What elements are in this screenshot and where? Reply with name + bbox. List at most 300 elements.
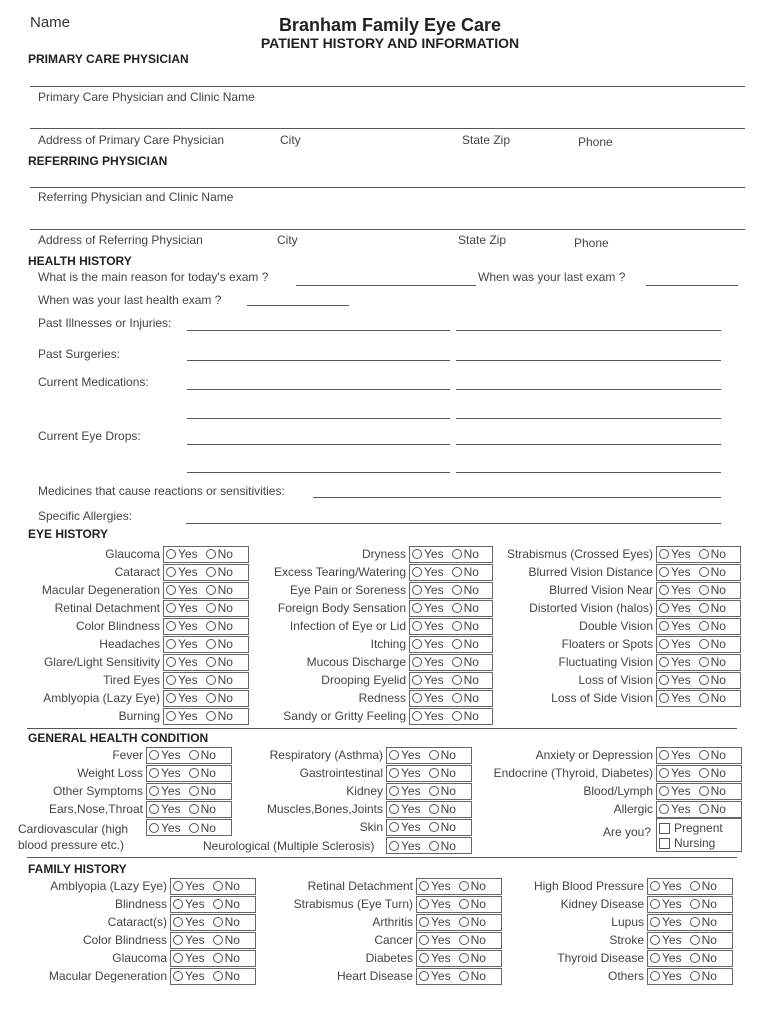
referring-city-label: City [277,233,298,247]
yes-option[interactable]: Yes [419,933,451,947]
yes-option[interactable]: Yes [412,583,444,597]
general-question-label: Ears,Nose,Throat [48,802,143,816]
eye-question-label: Floaters or Spots [561,637,653,651]
family-row-high-blood-pressure [500,877,733,895]
yes-option[interactable]: Yes [412,709,444,723]
yes-option[interactable]: Yes [419,969,451,983]
radio-circle-icon [206,639,216,649]
eye-question-label: Distorted Vision (halos) [529,601,653,615]
family-question-label: Diabetes [365,951,413,965]
no-option[interactable]: No [206,583,233,597]
pregnancy-box [656,818,742,852]
eye-row-headaches [10,635,249,653]
radio-circle-icon [659,768,669,778]
no-option[interactable]: No [213,969,240,983]
general-question-label: Allergic [613,802,653,816]
main-reason-line[interactable] [296,285,476,286]
yes-option[interactable]: Yes [659,766,691,780]
no-option[interactable]: No [452,637,479,651]
eye-drops-line-2[interactable] [456,444,721,445]
yes-no-box [170,950,256,967]
no-option[interactable]: No [452,583,479,597]
general-row-weight-loss [10,764,232,782]
radio-circle-icon [459,953,469,963]
no-option[interactable]: No [452,709,479,723]
eye-question-label: Eye Pain or Soreness [289,583,406,597]
no-option[interactable]: No [206,709,233,723]
radio-circle-icon [166,693,176,703]
no-option[interactable]: No [459,951,486,965]
no-option[interactable]: No [690,933,717,947]
yes-option[interactable]: Yes [149,766,181,780]
yes-option[interactable]: Yes [412,637,444,651]
no-option[interactable]: No [699,547,726,561]
eye-row-fluctuating-vision [480,653,741,671]
cardio-label-line2: blood pressure etc.) [18,838,125,852]
yes-option[interactable]: Yes [166,583,198,597]
radio-circle-icon [650,881,660,891]
medications-line-3[interactable] [187,418,450,419]
yes-option[interactable]: Yes [419,879,451,893]
radio-circle-icon [419,917,429,927]
radio-circle-icon [419,971,429,981]
yes-option[interactable]: Yes [173,933,205,947]
yes-option[interactable]: Yes [149,784,181,798]
general-row-respiratory-asthma [240,746,472,764]
no-option[interactable]: No [459,897,486,911]
no-option[interactable]: No [206,673,233,687]
yes-no-box [146,747,232,764]
last-health-exam-line[interactable] [247,305,349,306]
no-option[interactable]: No [213,879,240,893]
yes-no-box [656,564,741,581]
yes-option[interactable]: Yes [173,915,205,929]
yes-option[interactable]: Yes [659,802,691,816]
no-option[interactable]: No [213,951,240,965]
no-option[interactable]: No [189,766,216,780]
radio-circle-icon [213,971,223,981]
yes-option[interactable]: Yes [166,655,198,669]
radio-circle-icon [429,786,439,796]
no-option[interactable]: No [429,784,456,798]
no-option[interactable]: No [206,691,233,705]
no-option[interactable]: No [699,784,726,798]
yes-no-box [163,546,249,563]
general-question-label: Muscles,Bones,Joints [266,802,383,816]
eye-question-label: Color Blindness [75,619,160,633]
yes-no-box [656,546,741,563]
radio-circle-icon [149,823,159,833]
no-option[interactable]: No [206,565,233,579]
practice-name: Branham Family Eye Care [278,15,502,35]
surgeries-line-1[interactable] [187,360,450,361]
yes-option[interactable]: Yes [166,673,198,687]
yes-option[interactable]: Yes [149,802,181,816]
radio-circle-icon [213,953,223,963]
yes-option[interactable]: Yes [412,655,444,669]
yes-option[interactable]: Yes [412,547,444,561]
yes-no-box [647,968,733,985]
yes-option[interactable]: Yes [419,897,451,911]
no-option[interactable]: No [690,915,717,929]
radio-circle-icon [412,639,422,649]
radio-circle-icon [659,639,669,649]
no-option[interactable]: No [429,802,456,816]
radio-circle-icon [699,768,709,778]
eye-row-excess-tearing-watering [240,563,493,581]
yes-option[interactable]: Yes [412,673,444,687]
no-option[interactable]: No [452,565,479,579]
general-row-fever [10,746,232,764]
radio-circle-icon [650,971,660,981]
no-option[interactable]: No [459,933,486,947]
no-option[interactable]: No [189,802,216,816]
yes-no-box [146,765,232,782]
referring-physician-line[interactable] [30,187,745,188]
no-option[interactable]: No [189,821,216,835]
no-option[interactable]: No [699,802,726,816]
no-option[interactable]: No [452,655,479,669]
radio-circle-icon [206,585,216,595]
eye-history-divider [27,728,737,729]
family-question-label: Macular Degeneration [48,969,167,983]
yes-option[interactable]: Yes [650,897,682,911]
eye-question-label: Loss of Vision [578,673,653,687]
radio-circle-icon [206,621,216,631]
yes-option[interactable]: Yes [166,637,198,651]
eye-question-label: Blurred Vision Distance [528,565,653,579]
primary-state-zip-label: State Zip [462,133,511,147]
yes-option[interactable]: Yes [659,565,691,579]
yes-no-box [647,896,733,913]
radio-circle-icon [206,675,216,685]
no-option[interactable]: No [189,784,216,798]
family-question-label: Others [607,969,644,983]
referring-address-line[interactable] [30,229,745,230]
reactions-line[interactable] [313,497,721,498]
no-option[interactable]: No [452,547,479,561]
yes-option[interactable]: Yes [149,748,181,762]
no-option[interactable]: No [189,748,216,762]
yes-option[interactable]: Yes [659,601,691,615]
eye-drops-label: Current Eye Drops: [38,429,141,443]
radio-circle-icon [452,639,462,649]
radio-circle-icon [429,750,439,760]
eye-row-itching [240,635,493,653]
eye-question-label: Fluctuating Vision [558,655,653,669]
no-option[interactable]: No [206,655,233,669]
no-option[interactable]: No [429,766,456,780]
allergies-line[interactable] [186,523,721,524]
no-option[interactable]: No [699,748,726,762]
medications-line-2[interactable] [456,389,721,390]
yes-option[interactable]: Yes [650,915,682,929]
yes-option[interactable]: Yes [650,933,682,947]
radio-circle-icon [412,585,422,595]
health-history-section-title: HEALTH HISTORY [28,254,132,268]
family-row-arthritis [260,913,502,931]
radio-circle-icon [389,768,399,778]
cardio-yes-no [146,819,232,836]
radio-circle-icon [419,953,429,963]
medications-line-4[interactable] [456,418,721,419]
yes-no-box [170,914,256,931]
radio-circle-icon [166,639,176,649]
yes-option[interactable]: Yes [389,748,421,762]
no-option[interactable]: No [429,748,456,762]
family-row-cancer [260,931,502,949]
eye-row-retinal-detachment [10,599,249,617]
no-option[interactable]: No [452,691,479,705]
no-option[interactable]: No [699,691,726,705]
radio-circle-icon [166,603,176,613]
yes-option[interactable]: Yes [412,601,444,615]
yes-no-box [656,636,741,653]
radio-circle-icon [699,639,709,649]
yes-no-box [409,708,493,725]
yes-option[interactable]: Yes [166,691,198,705]
family-question-label: Color Blindness [82,933,167,947]
yes-option[interactable]: Yes [389,820,421,834]
eye-drops-line-3[interactable] [187,472,450,473]
eye-question-label: Infection of Eye or Lid [289,619,406,633]
family-question-label: Amblyopia (Lazy Eye) [50,879,167,893]
family-row-strabismus-eye-turn [260,895,502,913]
yes-no-box [163,618,249,635]
yes-option[interactable]: Yes [659,784,691,798]
radio-circle-icon [659,786,669,796]
yes-option[interactable]: Yes [149,821,181,835]
yes-no-box [416,968,502,985]
primary-address-line[interactable] [30,128,745,129]
family-question-label: Arthritis [372,915,413,929]
general-row-kidney [240,782,472,800]
no-option[interactable]: No [206,619,233,633]
eye-drops-line-4[interactable] [456,472,721,473]
eye-question-label: Excess Tearing/Watering [273,565,406,579]
yes-option[interactable]: Yes [173,951,205,965]
family-row-kidney-disease [500,895,733,913]
no-option[interactable]: No [690,951,717,965]
radio-circle-icon [166,585,176,595]
family-row-others [500,967,733,985]
family-question-label: Strabismus (Eye Turn) [293,897,413,911]
yes-option[interactable]: Yes [166,601,198,615]
general-health-section-title: GENERAL HEALTH CONDITION [28,731,209,745]
surgeries-line-2[interactable] [456,360,721,361]
yes-option[interactable]: Yes [173,969,205,983]
primary-address-label: Address of Primary Care Physician [38,133,225,147]
yes-no-box [146,783,232,800]
radio-circle-icon [206,567,216,577]
radio-circle-icon [650,935,660,945]
eye-question-label: Amblyopia (Lazy Eye) [43,691,160,705]
eye-row-drooping-eyelid [240,671,493,689]
no-option[interactable]: No [699,766,726,780]
radio-circle-icon [173,971,183,981]
no-option[interactable]: No [690,897,717,911]
radio-circle-icon [166,621,176,631]
radio-circle-icon [659,804,669,814]
general-row-ears-nose-throat [10,800,232,818]
radio-circle-icon [389,786,399,796]
yes-option[interactable]: Yes [659,619,691,633]
no-option[interactable]: No [690,969,717,983]
family-row-retinal-detachment [260,877,502,895]
no-option[interactable]: No [699,601,726,615]
radio-circle-icon [699,621,709,631]
eye-row-floaters-or-spots [480,635,741,653]
no-option[interactable]: No [452,619,479,633]
radio-circle-icon [419,881,429,891]
eye-row-glare-light-sensitivity [10,653,249,671]
no-option[interactable]: No [206,601,233,615]
family-row-macular-degeneration [10,967,256,985]
radio-circle-icon [419,899,429,909]
no-option[interactable]: No [699,583,726,597]
eye-drops-line-1[interactable] [187,444,450,445]
radio-circle-icon [659,549,669,559]
yes-option[interactable]: Yes [419,951,451,965]
radio-circle-icon [412,693,422,703]
no-option[interactable]: No [699,637,726,651]
yes-option[interactable]: Yes [659,547,691,561]
family-row-thyroid-disease [500,949,733,967]
yes-no-box [656,618,741,635]
eye-question-label: Cataract [114,565,160,579]
radio-circle-icon [189,750,199,760]
eye-row-macular-degeneration [10,581,249,599]
radio-circle-icon [650,953,660,963]
yes-option[interactable]: Yes [650,951,682,965]
radio-circle-icon [699,786,709,796]
radio-circle-icon [389,822,399,832]
no-option[interactable]: No [206,547,233,561]
family-row-color-blindness [10,931,256,949]
no-option[interactable]: No [690,879,717,893]
primary-physician-line[interactable] [30,86,745,87]
radio-circle-icon [429,822,439,832]
general-row-other-symptoms [10,782,232,800]
radio-circle-icon [659,675,669,685]
radio-circle-icon [690,953,700,963]
no-option[interactable]: No [459,915,486,929]
illnesses-label: Past Illnesses or Injuries: [38,316,172,330]
eye-row-strabismus-crossed-eyes [480,545,741,563]
radio-circle-icon [412,711,422,721]
no-option[interactable]: No [213,933,240,947]
eye-row-double-vision [480,617,741,635]
no-option[interactable]: No [699,673,726,687]
eye-row-loss-of-vision [480,671,741,689]
main-reason-label: What is the main reason for today's exam ? [38,270,269,284]
yes-option[interactable]: Yes [650,969,682,983]
no-option[interactable]: No [459,879,486,893]
last-exam-line[interactable] [646,285,738,286]
radio-circle-icon [699,675,709,685]
eye-question-label: Burning [118,709,160,723]
eye-row-loss-of-side-vision [480,689,741,707]
radio-circle-icon [659,603,669,613]
family-row-lupus [500,913,733,931]
pregnant-option[interactable]: Pregnent [659,821,741,836]
yes-option[interactable]: Yes [389,766,421,780]
medications-line-1[interactable] [187,389,450,390]
yes-option[interactable]: Yes [650,879,682,893]
yes-option[interactable]: Yes [173,879,205,893]
yes-option[interactable]: Yes [412,691,444,705]
yes-option[interactable]: Yes [659,673,691,687]
family-question-label: Blindness [114,897,167,911]
eye-row-infection-of-eye-or-lid [240,617,493,635]
referring-section-title: REFERRING PHYSICIAN [28,154,168,168]
illnesses-line-1[interactable] [187,330,450,331]
radio-circle-icon [149,786,159,796]
no-option[interactable]: No [452,673,479,687]
radio-circle-icon [419,935,429,945]
general-question-label: Fever [112,748,143,762]
no-option[interactable]: No [429,839,456,853]
yes-option[interactable]: Yes [419,915,451,929]
illnesses-line-2[interactable] [456,330,721,331]
yes-no-box [163,582,249,599]
eye-history-section-title: EYE HISTORY [28,527,109,541]
yes-option[interactable]: Yes [389,802,421,816]
yes-option[interactable]: Yes [412,565,444,579]
radio-circle-icon [459,899,469,909]
no-option[interactable]: No [699,655,726,669]
no-option[interactable]: No [459,969,486,983]
radio-circle-icon [699,657,709,667]
family-question-label: Lupus [611,915,644,929]
yes-option[interactable]: Yes [166,565,198,579]
family-row-amblyopia-lazy-eye [10,877,256,895]
yes-option[interactable]: Yes [659,655,691,669]
no-option[interactable]: No [213,897,240,911]
radio-circle-icon [690,917,700,927]
yes-option[interactable]: Yes [166,547,198,561]
yes-option[interactable]: Yes [412,619,444,633]
yes-option[interactable]: Yes [389,839,421,853]
general-row-allergic [470,800,742,818]
referring-physician-label: Referring Physician and Clinic Name [38,190,234,204]
primary-care-section-title: PRIMARY CARE PHYSICIAN [28,52,189,66]
radio-circle-icon [699,693,709,703]
yes-option[interactable]: Yes [659,691,691,705]
yes-option[interactable]: Yes [659,583,691,597]
family-row-glaucoma [10,949,256,967]
yes-no-box [416,914,502,931]
yes-option[interactable]: Yes [173,897,205,911]
eye-question-label: Headaches [99,637,160,651]
radio-circle-icon [166,675,176,685]
yes-option[interactable]: Yes [659,637,691,651]
no-option[interactable]: No [699,565,726,579]
no-option[interactable]: No [213,915,240,929]
no-option[interactable]: No [699,619,726,633]
nursing-option[interactable]: Nursing [659,836,741,851]
radio-circle-icon [659,657,669,667]
radio-circle-icon [690,899,700,909]
no-option[interactable]: No [206,637,233,651]
yes-option[interactable]: Yes [166,709,198,723]
yes-option[interactable]: Yes [166,619,198,633]
yes-option[interactable]: Yes [389,784,421,798]
yes-option[interactable]: Yes [659,748,691,762]
radio-circle-icon [699,549,709,559]
no-option[interactable]: No [429,820,456,834]
no-option[interactable]: No [452,601,479,615]
